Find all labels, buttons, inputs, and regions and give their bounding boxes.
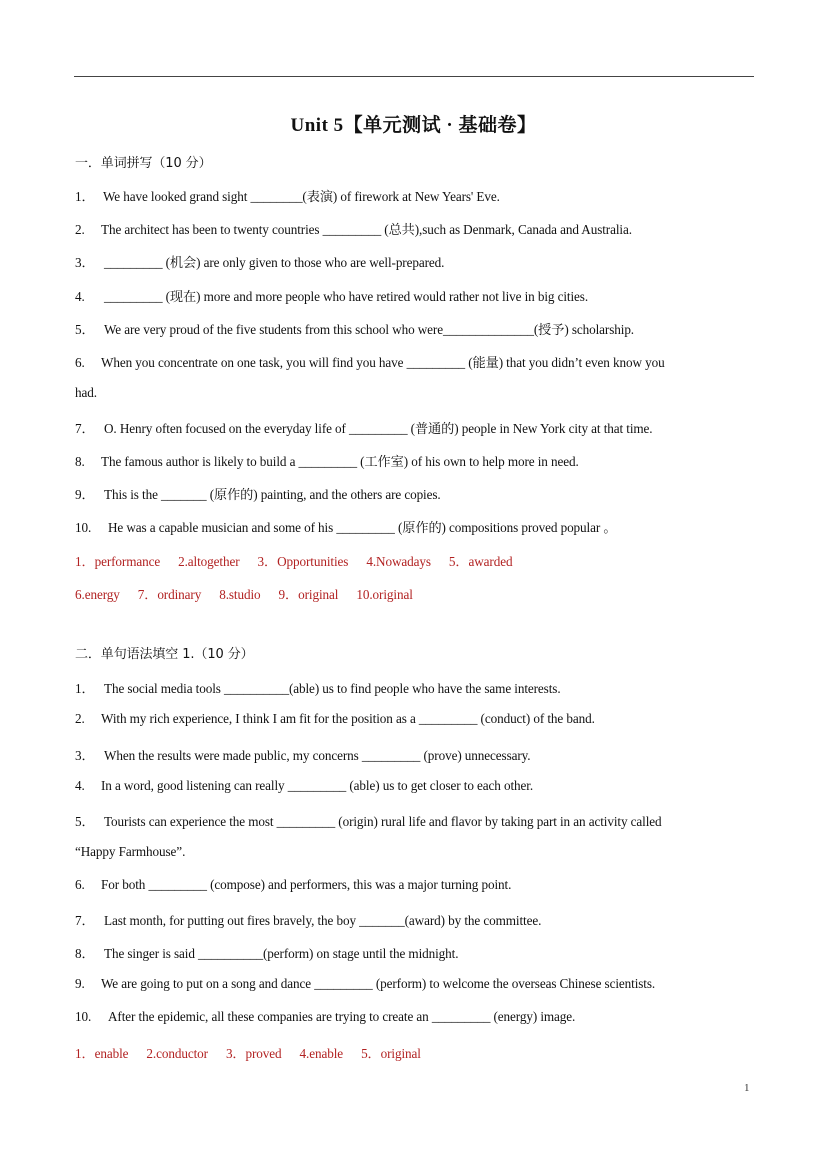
question-text: Tourists can experience the most _________ (origin) rural life and flavor by taking part in an activity called bbox=[104, 814, 662, 829]
question-item-continuation bbox=[75, 385, 735, 401]
question-number: 5． bbox=[75, 814, 95, 829]
question-item bbox=[75, 484, 735, 503]
question-item bbox=[75, 745, 735, 764]
question-item bbox=[75, 811, 735, 830]
question-text: After the epidemic, all these companies are trying to create an _________ (energy) image. bbox=[108, 1009, 576, 1024]
answer-item: 2.altogether bbox=[178, 554, 240, 569]
question-text: We are very proud of the five students from this school who were______________(授予) scholarship. bbox=[104, 322, 635, 337]
page-number: 1 bbox=[744, 1082, 750, 1094]
section2-heading: 二．单句语法填空 1.（10 分） bbox=[75, 647, 254, 662]
answer-item: 9．original bbox=[278, 587, 339, 602]
question-text: The architect has been to twenty countries _________ (总共),such as Denmark, Canada and Australia. bbox=[101, 222, 632, 237]
question-item bbox=[75, 451, 735, 470]
question-number: 6. bbox=[75, 877, 85, 892]
question-item bbox=[75, 418, 735, 437]
answer-item: 4.Nowadays bbox=[366, 554, 431, 569]
question-number: 7． bbox=[75, 421, 95, 436]
answer-item: 5．awarded bbox=[448, 554, 513, 569]
question-text: When you concentrate on one task, you will find you have _________ (能量) that you didn’t even know you bbox=[101, 355, 665, 370]
question-item-continuation bbox=[75, 844, 735, 860]
question-item bbox=[75, 711, 735, 727]
question-number: 4. bbox=[75, 289, 85, 304]
answer-key-line-3 bbox=[75, 1043, 735, 1062]
question-text: The famous author is likely to build a _________ (工作室) of his own to help more in need. bbox=[101, 454, 579, 469]
question-item bbox=[75, 1009, 735, 1025]
question-text: This is the _______ (原作的) painting, and the others are copies. bbox=[104, 487, 441, 502]
answer-item: 1．performance bbox=[75, 554, 161, 569]
question-number: 1． bbox=[75, 681, 95, 696]
question-number: 4. bbox=[75, 778, 85, 793]
question-number: 8. bbox=[75, 454, 85, 469]
document-title: Unit 5【单元测试 · 基础卷】 bbox=[290, 115, 537, 136]
question-text: Last month, for putting out fires bravely, the boy _______(award) by the committee. bbox=[104, 913, 542, 928]
answer-item: 8.studio bbox=[219, 587, 261, 602]
question-number: 5． bbox=[75, 322, 95, 337]
question-item bbox=[75, 319, 735, 338]
question-item bbox=[75, 352, 735, 371]
question-item bbox=[75, 976, 735, 992]
question-number: 3． bbox=[75, 748, 95, 763]
question-text: The social media tools __________(able) us to find people who have the same interests. bbox=[104, 681, 561, 696]
answer-item: 4.enable bbox=[299, 1046, 344, 1061]
question-item bbox=[75, 910, 735, 929]
question-text: When the results were made public, my concerns _________ (prove) unnecessary. bbox=[104, 748, 531, 763]
answer-key-line-1 bbox=[75, 551, 735, 570]
question-text: _________ (机会) are only given to those who are well-prepared. bbox=[104, 255, 445, 270]
answer-item: 6.energy bbox=[75, 587, 120, 602]
answer-item: 7．ordinary bbox=[137, 587, 202, 602]
question-text: He was a capable musician and some of his _________ (原作的) compositions proved popular 。 bbox=[108, 520, 617, 535]
answer-item: 2.conductor bbox=[146, 1046, 208, 1061]
question-text: With my rich experience, I think I am fit for the position as a _________ (conduct) of the band. bbox=[101, 711, 595, 726]
answer-item: 10.original bbox=[356, 587, 413, 602]
answer-item: 1．enable bbox=[75, 1046, 129, 1061]
question-text: We have looked grand sight ________(表演) of firework at New Years' Eve. bbox=[103, 189, 500, 204]
answer-item: 5．original bbox=[361, 1046, 421, 1061]
question-item bbox=[75, 517, 735, 536]
question-number: 3． bbox=[75, 255, 95, 270]
question-text: We are going to put on a song and dance _________ (perform) to welcome the overseas Chinese scientists. bbox=[101, 976, 656, 991]
question-number: 10. bbox=[75, 1009, 92, 1024]
answer-item: 3．proved bbox=[225, 1046, 282, 1061]
question-text: For both _________ (compose) and performers, this was a major turning point. bbox=[101, 877, 512, 892]
question-text: “Happy Farmhouse”. bbox=[75, 844, 186, 859]
question-item bbox=[75, 186, 735, 205]
question-number: 1． bbox=[75, 189, 95, 204]
question-number: 9． bbox=[75, 487, 95, 502]
answer-item: 3．Opportunities bbox=[257, 554, 349, 569]
question-text: _________ (现在) more and more people who have retired would rather not live in big cities. bbox=[104, 289, 589, 304]
question-item bbox=[75, 943, 735, 962]
question-item bbox=[75, 286, 735, 305]
question-number: 10. bbox=[75, 520, 92, 535]
header-rule bbox=[74, 76, 754, 77]
question-text: had. bbox=[75, 385, 97, 400]
question-item bbox=[75, 252, 735, 271]
question-text: O. Henry often focused on the everyday life of _________ (普通的) people in New York city at that time. bbox=[104, 421, 653, 436]
question-number: 2. bbox=[75, 222, 85, 237]
question-item bbox=[75, 877, 735, 893]
question-item bbox=[75, 778, 735, 794]
question-number: 6. bbox=[75, 355, 85, 370]
question-text: In a word, good listening can really _________ (able) us to get closer to each other. bbox=[101, 778, 534, 793]
section1-heading: 一．单词拼写（10 分） bbox=[75, 156, 212, 171]
question-item bbox=[75, 678, 735, 697]
question-number: 9. bbox=[75, 976, 85, 991]
question-item bbox=[75, 219, 735, 238]
answer-key-line-2 bbox=[75, 584, 735, 603]
question-text: The singer is said __________(perform) on stage until the midnight. bbox=[104, 946, 459, 961]
question-number: 7． bbox=[75, 913, 95, 928]
question-number: 8． bbox=[75, 946, 95, 961]
question-number: 2. bbox=[75, 711, 85, 726]
